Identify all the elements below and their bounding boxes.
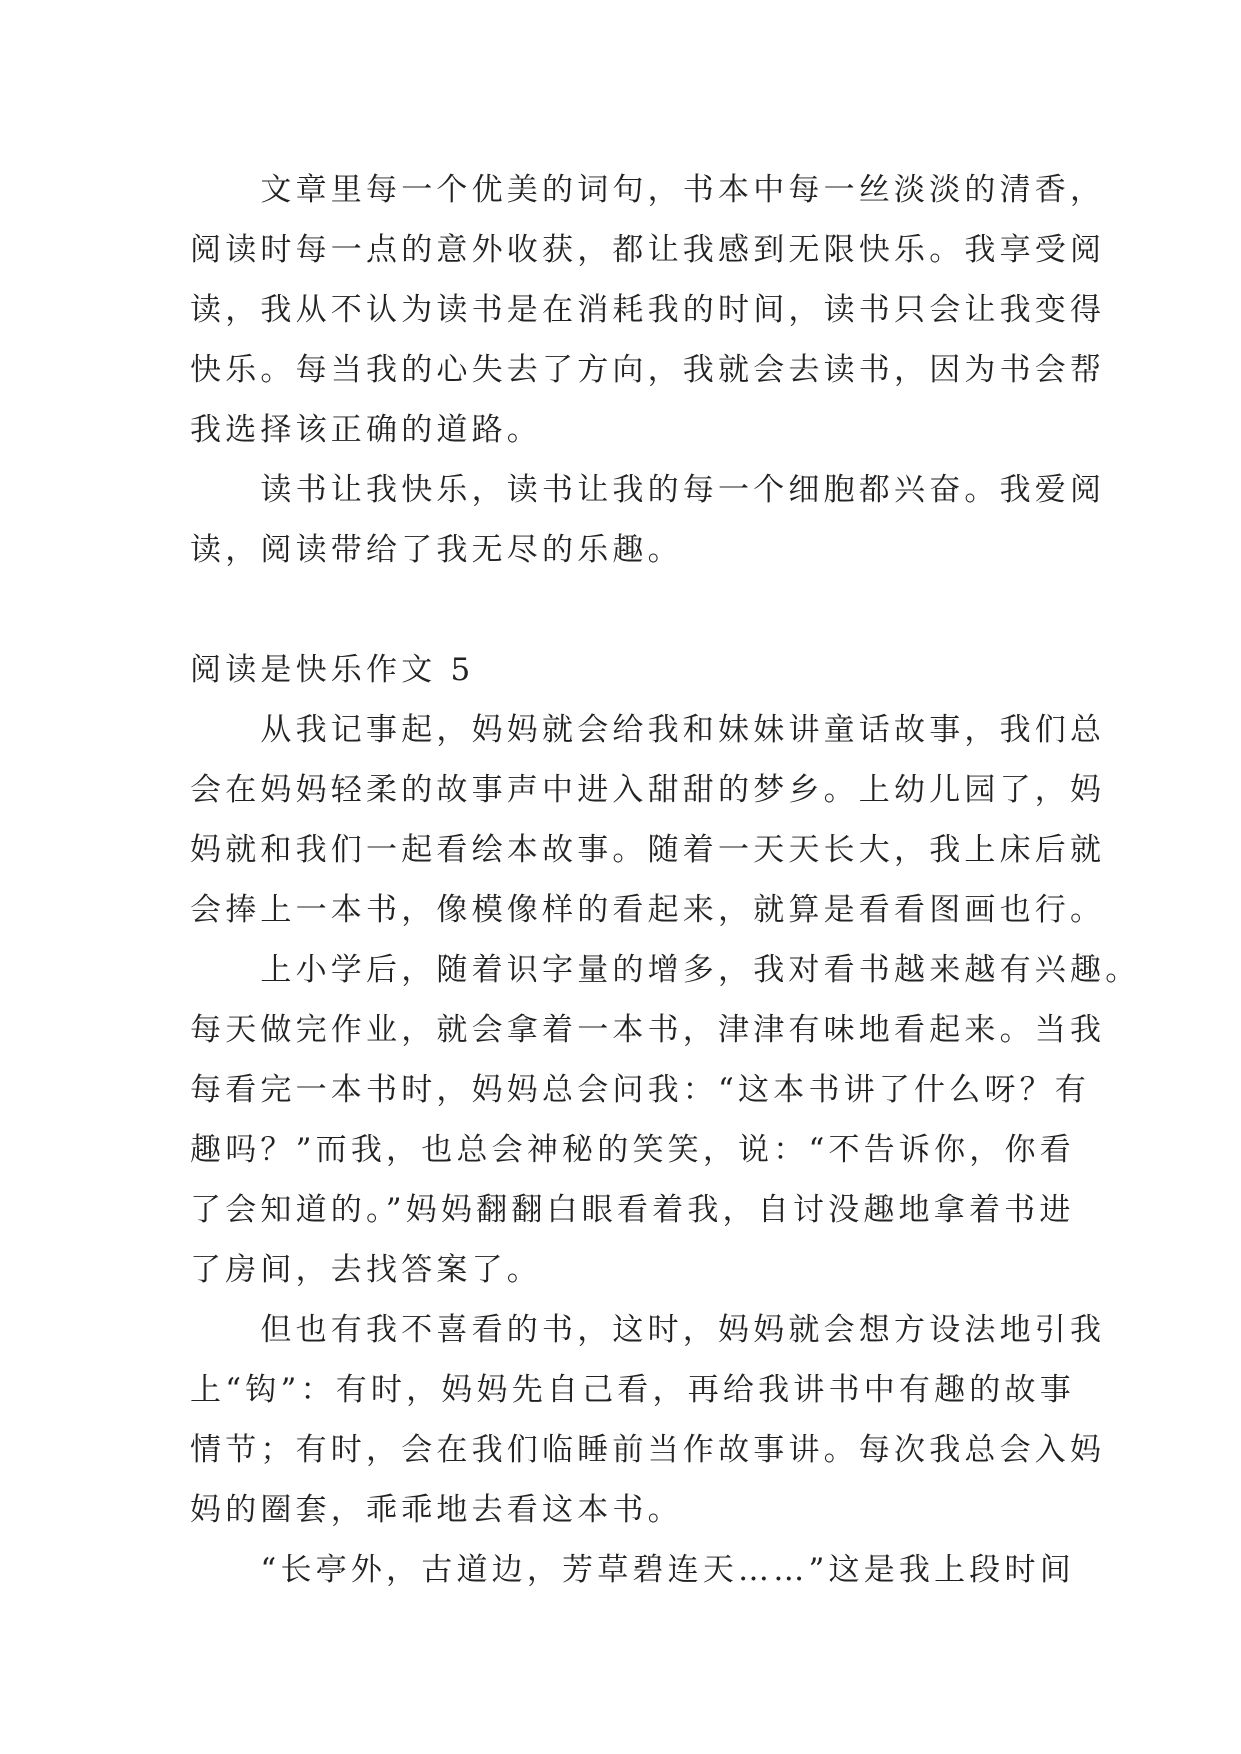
text-line: 会在妈妈轻柔的故事声中进入甜甜的梦乡。上幼儿园了，妈: [190, 772, 1106, 808]
document-body: [190, 160, 1141, 1600]
text-line: 我选择该正确的道路。: [190, 412, 542, 448]
text-line: 上小学后，随着识字量的增多，我对看书越来越有兴趣。: [190, 952, 1141, 988]
text-line: 妈就和我们一起看绘本故事。随着一天天长大，我上床后就: [190, 832, 1106, 868]
text-line: 妈的圈套，乖乖地去看这本书。: [190, 1492, 683, 1528]
text-line: 了会知道的。”妈妈翻翻白眼看着我，自讨没趣地拿着书进: [190, 1192, 1075, 1228]
text-line: 读书让我快乐，读书让我的每一个细胞都兴奋。我爱阅: [190, 472, 1106, 508]
text-line: 每天做完作业，就会拿着一本书，津津有味地看起来。当我: [190, 1012, 1106, 1048]
text-line: 了房间，去找答案了。: [190, 1252, 542, 1288]
section-heading: 阅读是快乐作文 5: [190, 652, 475, 688]
text-line: 从我记事起，妈妈就会给我和妹妹讲童话故事，我们总: [190, 712, 1106, 748]
text-line: 但也有我不喜看的书，这时，妈妈就会想方设法地引我: [190, 1312, 1106, 1348]
text-line: 趣吗？”而我，也总会神秘的笑笑，说：“不告诉你，你看: [190, 1132, 1075, 1168]
text-line: 快乐。每当我的心失去了方向，我就会去读书，因为书会帮: [190, 352, 1106, 388]
text-line: 情节；有时，会在我们临睡前当作故事讲。每次我总会入妈: [190, 1432, 1106, 1468]
paragraph: [190, 160, 1106, 460]
paragraph: [190, 700, 1106, 940]
text-line: 会捧上一本书，像模像样的看起来，就算是看看图画也行。: [190, 892, 1106, 928]
text-line: 读，阅读带给了我无尽的乐趣。: [190, 532, 683, 568]
paragraph: [190, 1300, 1106, 1540]
text-line: 每看完一本书时，妈妈总会问我：“这本书讲了什么呀？有: [190, 1072, 1091, 1108]
text-line: 读，我从不认为读书是在消耗我的时间，读书只会让我变得: [190, 292, 1106, 328]
paragraph: [190, 1540, 1075, 1600]
paragraph: [190, 940, 1141, 1300]
text-line: 阅读时每一点的意外收获，都让我感到无限快乐。我享受阅: [190, 232, 1106, 268]
text-line: “长亭外，古道边，芳草碧连天……”这是我上段时间: [190, 1552, 1075, 1588]
text-line: 上“钩”：有时，妈妈先自己看，再给我讲书中有趣的故事: [190, 1372, 1075, 1408]
paragraph: [190, 460, 1106, 580]
text-line: 文章里每一个优美的词句，书本中每一丝淡淡的清香，: [190, 172, 1106, 208]
